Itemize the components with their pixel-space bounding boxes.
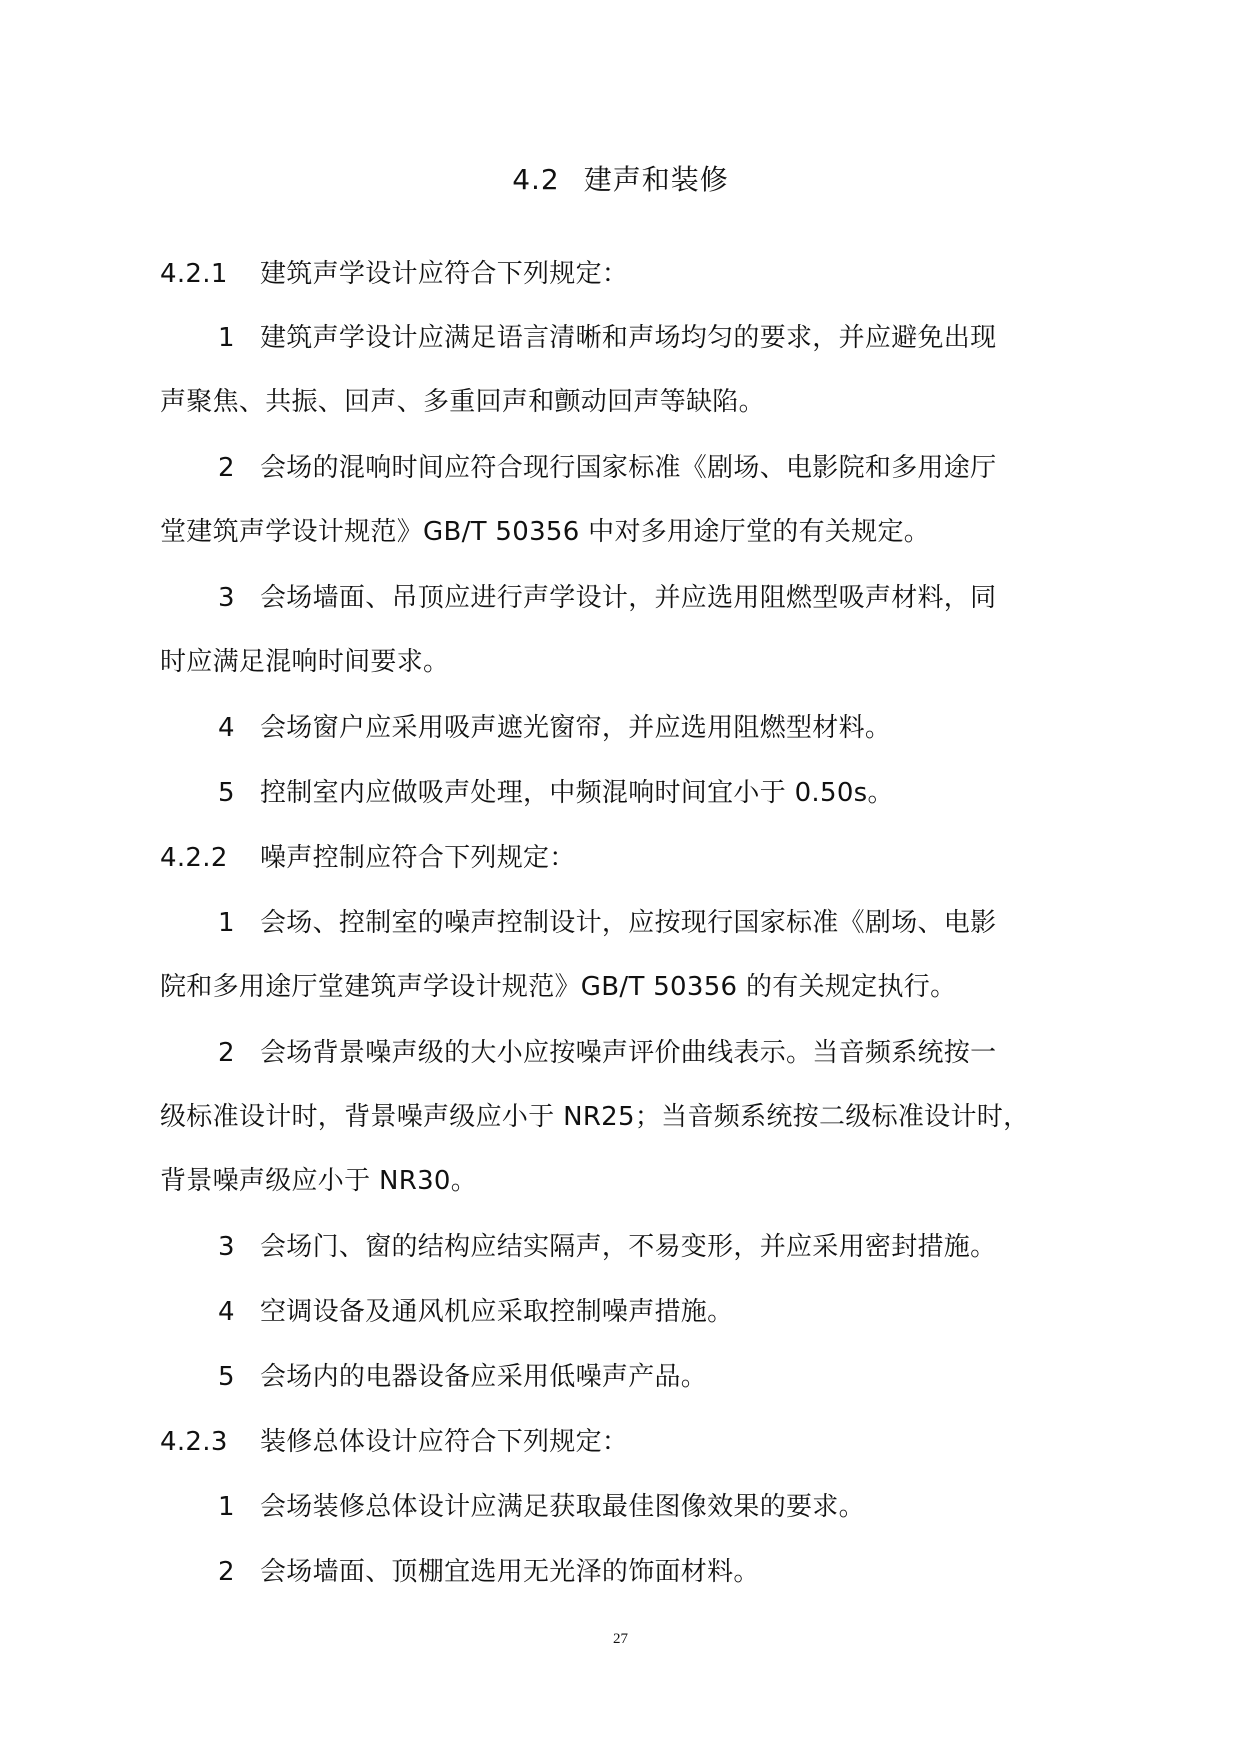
item-text: 会场墙面、顶棚宜选用无光泽的饰面材料。 [260,1557,760,1587]
item-number: 1 [218,908,235,938]
list-item [218,318,996,358]
clause-heading [160,254,628,294]
item-text-continuation: 时应满足混响时间要求。 [160,647,450,677]
clause-number: 4.2.3 [160,1427,228,1457]
item-text: 会场门、窗的结构应结实隔声，不易变形，并应采用密封措施。 [260,1232,997,1262]
list-item [218,773,894,813]
item-text: 会场内的电器设备应采用低噪声产品。 [260,1362,708,1392]
list-item [218,1487,865,1527]
item-text: 会场、控制室的噪声控制设计，应按现行国家标准《剧场、电影 [260,908,997,938]
clause-heading [160,838,576,878]
clause-heading [160,1422,628,1462]
item-text: 会场墙面、吊顶应进行声学设计，并应选用阻燃型吸声材料，同 [260,583,997,613]
item-number: 5 [218,1362,235,1392]
item-text: 会场的混响时间应符合现行国家标准《剧场、电影院和多用途厅 [260,453,997,483]
item-text-continuation: 院和多用途厅堂建筑声学设计规范》GB/T 50356 的有关规定执行。 [160,972,957,1002]
item-number: 1 [218,1492,235,1522]
item-text: 会场背景噪声级的大小应按噪声评价曲线表示。当音频系统按一 [260,1038,997,1068]
list-item [218,448,996,488]
item-text-continuation: 堂建筑声学设计规范》GB/T 50356 中对多用途厅堂的有关规定。 [160,517,931,547]
item-text: 建筑声学设计应满足语言清晰和声场均匀的要求，并应避免出现 [260,323,997,353]
item-number: 3 [218,583,235,613]
item-text-continuation: 声聚焦、共振、回声、多重回声和颤动回声等缺陷。 [160,387,765,417]
section-number: 4.2 [512,163,560,196]
clause-title: 建筑声学设计应符合下列规定： [260,259,629,289]
item-text: 控制室内应做吸声处理，中频混响时间宜小于 0.50s。 [260,778,894,808]
item-number: 5 [218,778,235,808]
item-number: 4 [218,713,235,743]
item-number: 1 [218,323,235,353]
item-text-continuation: 级标准设计时，背景噪声级应小于 NR25；当音频系统按二级标准设计时， [160,1102,1030,1132]
item-text: 会场窗户应采用吸声遮光窗帘，并应选用阻燃型材料。 [260,713,892,743]
list-item [218,578,996,618]
list-item [218,1227,996,1267]
page-number: 27 [613,1631,628,1647]
item-text: 空调设备及通风机应采取控制噪声措施。 [260,1297,734,1327]
clause-number: 4.2.1 [160,259,228,289]
list-item [218,1033,996,1073]
clause-title: 噪声控制应符合下列规定： [260,843,576,873]
list-item [218,708,891,748]
list-item [218,1292,733,1332]
item-text-continuation: 背景噪声级应小于 NR30。 [160,1166,478,1196]
section-title: 建声和装修 [583,163,729,196]
section-heading [0,160,1241,200]
item-number: 4 [218,1297,235,1327]
item-text: 会场装修总体设计应满足获取最佳图像效果的要求。 [260,1492,865,1522]
list-item [218,903,996,943]
item-number: 2 [218,1557,235,1587]
item-number: 2 [218,1038,235,1068]
clause-number: 4.2.2 [160,843,228,873]
item-number: 2 [218,453,235,483]
item-number: 3 [218,1232,235,1262]
clause-title: 装修总体设计应符合下列规定： [260,1427,629,1457]
list-item [218,1357,707,1397]
list-item [218,1552,760,1592]
